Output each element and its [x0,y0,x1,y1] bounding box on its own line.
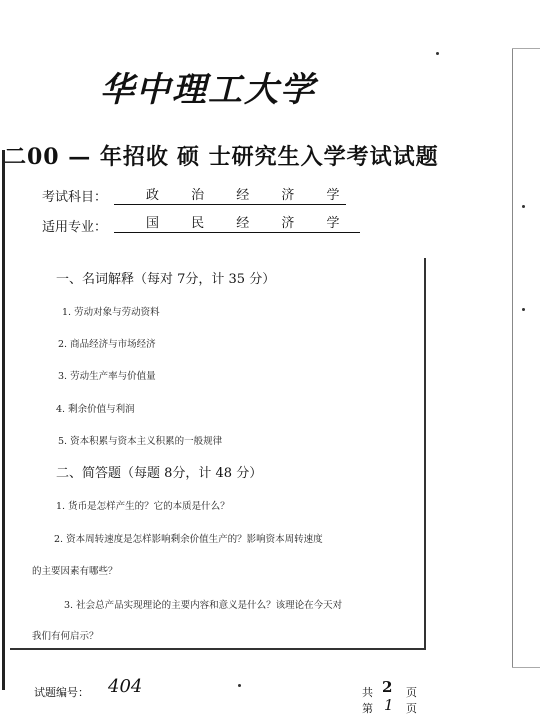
total-pages-label: 共 [362,686,373,699]
section1-heading: 一、名词解释（每对 7分，计 35 分） [56,272,276,287]
scan-speck [238,684,241,687]
section2-question-3-line2: 我们有何启示？ [32,631,99,642]
section2-question-3-line1: 3. 社会总产品实现理论的主要内容和意义是什么？该理论在今天对 [64,600,343,611]
total-pages-unit: 页 [406,686,417,699]
total-pages-value: 2 [382,678,393,696]
exam-title-year: 二00 — 年招收 [4,144,169,170]
major-underline [114,232,360,233]
page-number-unit: 页 [406,702,417,715]
section1-item-5: 5. 资本积累与资本主义积累的一般规律 [58,436,223,447]
exam-title [4,140,447,171]
subject-label: 考试科目： [42,190,108,205]
page-number-value: 1 [384,696,394,714]
scan-speck [522,205,525,208]
page-number-label: 第 [362,702,373,715]
section2-question-2-line2: 的主要因素有哪些？ [32,566,118,577]
exam-code-label: 试题编号： [34,686,89,699]
section2-question-1: 1. 货币是怎样产生的？它的本质是什么？ [56,501,230,512]
next-page-edge [512,48,513,668]
major-value: 国 民 经 济 学 [146,216,354,231]
section2-question-2-line1: 2. 资本周转速度是怎样影响剩余价值生产的？影响资本周转速度 [54,534,323,545]
answer-box-bottom-border [10,648,426,650]
exam-title-degree: 硕 士研究生入学考试试题 [176,144,439,170]
next-page-edge-top [512,48,540,49]
scan-speck [436,52,439,55]
scan-speck [522,308,525,311]
section1-item-3: 3. 劳动生产率与价值量 [58,371,156,382]
exam-code-value: 404 [108,676,143,697]
subject-underline [114,204,346,205]
section1-item-4: 4. 剩余价值与利润 [56,404,135,415]
next-page-edge-bottom [512,667,540,668]
university-name: 华中理工大学 [100,70,316,110]
section2-heading: 二、简答题（每题 8分，计 48 分） [56,466,263,481]
scan-edge [2,150,5,690]
section1-item-2: 2. 商品经济与市场经济 [58,339,156,350]
subject-value: 政 治 经 济 学 [146,188,354,203]
section1-item-1: 1. 劳动对象与劳动资料 [62,307,160,318]
major-label: 适用专业： [42,220,108,235]
answer-box-right-border [424,258,426,650]
